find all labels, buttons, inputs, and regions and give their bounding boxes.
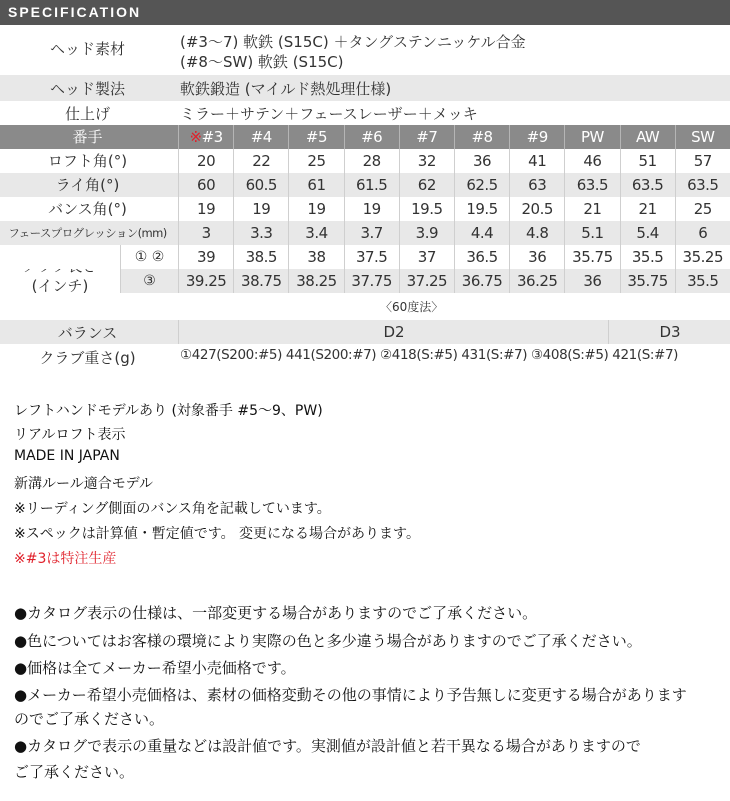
loft-cell: 32 — [399, 149, 454, 173]
note-left-hand: レフトハンドモデルあり (対象番手 #5〜9、PW) — [14, 403, 323, 419]
bounce-label: バンス角(°) — [48, 200, 127, 218]
loft-label: ロフト角(°) — [47, 152, 128, 170]
loft-cell: 20 — [178, 149, 233, 173]
number-cell: #5 — [288, 125, 343, 149]
note-bounce-angle: ※リーディング側面のバンス角を記載しています。 — [14, 501, 331, 517]
bullet-price: ●価格は全てメーカー希望小売価格です。 — [14, 659, 296, 677]
length-cell: 36.75 — [454, 269, 509, 293]
length-cell: 37 — [399, 245, 454, 269]
lie-cell: 62 — [399, 173, 454, 197]
face-progression-cell: 5.4 — [620, 221, 675, 245]
length-cell: 35.75 — [564, 245, 619, 269]
length-cell: 39.25 — [178, 269, 233, 293]
length-cell: 35.5 — [675, 269, 730, 293]
lie-cell: 60.5 — [233, 173, 288, 197]
head-method-row — [0, 75, 730, 101]
lie-cell: 63.5 — [620, 173, 675, 197]
head-material-row — [0, 25, 730, 75]
finish-label: 仕上げ — [64, 105, 110, 123]
loft-cell: 41 — [509, 149, 564, 173]
face-progression-cell: 4.4 — [454, 221, 509, 245]
bounce-cell: 19.5 — [399, 197, 454, 221]
loft-cell: 46 — [564, 149, 619, 173]
bounce-cell: 20.5 — [509, 197, 564, 221]
head-material-line2: (#8〜SW) 軟鉄 (S15C) — [180, 53, 344, 71]
number-cell: #9 — [509, 125, 564, 149]
balance-row — [0, 320, 730, 344]
length-cell: 36.5 — [454, 245, 509, 269]
length-cell: 35.75 — [620, 269, 675, 293]
length-cell: 36.25 — [509, 269, 564, 293]
bounce-row — [0, 197, 730, 221]
face-progression-cell: 3.9 — [399, 221, 454, 245]
length-cell: 37.5 — [344, 245, 399, 269]
weight-value: ①427(S200:#5) 441(S200:#7) ②418(S:#5) 431(S:#7) ③408(S:#5) 421(S:#7) — [180, 347, 679, 363]
face-progression-label: フェースプログレッション(mm) — [8, 226, 167, 240]
lie-cell: 61.5 — [344, 173, 399, 197]
loft-cell: 22 — [233, 149, 288, 173]
balance-d2: D2 — [178, 320, 609, 344]
length-cell: 36 — [509, 245, 564, 269]
length-marker-2: ③ — [120, 269, 178, 293]
length-row-1 — [0, 245, 730, 269]
face-progression-cell: 3.4 — [288, 221, 343, 245]
finish-value: ミラー＋サテン＋フェースレーザー＋メッキ — [180, 105, 478, 123]
bullet-price-change: ●メーカー希望小売価格は、素材の価格変動その他の事情により予告無しに変更する場合があります — [14, 686, 687, 704]
note-groove-rule: 新溝ルール適合モデル — [14, 476, 154, 492]
length-cell: 37.25 — [399, 269, 454, 293]
bounce-cell: 19 — [344, 197, 399, 221]
bullet-weight-cont: ご了承ください。 — [14, 763, 135, 781]
number-row — [0, 125, 730, 149]
loft-cell: 51 — [620, 149, 675, 173]
balance-d3: D3 — [608, 320, 730, 344]
length-cell: 38.75 — [233, 269, 288, 293]
loft-cell: 25 — [288, 149, 343, 173]
finish-row — [0, 101, 730, 125]
bullet-price-change-cont: のでご了承ください。 — [14, 710, 165, 728]
face-progression-row — [0, 221, 730, 245]
length-row-2 — [120, 269, 730, 293]
length-cell: 36 — [564, 269, 619, 293]
bullet-catalog-spec: ●カタログ表示の仕様は、一部変更する場合がありますのでご了承ください。 — [14, 604, 538, 622]
bounce-cell: 21 — [620, 197, 675, 221]
bounce-cell: 19 — [288, 197, 343, 221]
number-label: 番手 — [72, 128, 103, 146]
lie-cell: 60 — [178, 173, 233, 197]
bounce-cell: 19.5 — [454, 197, 509, 221]
bullet-weight: ●カタログで表示の重量などは設計値です。実測値が設計値と若干異なる場合がありますので — [14, 737, 641, 755]
length-cell: 37.75 — [344, 269, 399, 293]
length-marker-1: ① ② — [120, 245, 178, 269]
number-cell: #4 — [233, 125, 288, 149]
bounce-cell: 21 — [564, 197, 619, 221]
number-cell: AW — [620, 125, 675, 149]
lie-label: ライ角(°) — [55, 176, 120, 194]
number-cell: SW — [675, 125, 730, 149]
length-cell: 38.25 — [288, 269, 343, 293]
face-progression-cell: 3.3 — [233, 221, 288, 245]
bullet-color: ●色についてはお客様の環境により実際の色と多少違う場合がありますのでご了承ください。 — [14, 632, 642, 650]
note-special-order: ※#3は特注生産 — [14, 551, 117, 567]
specification-title: SPECIFICATION — [8, 4, 142, 20]
balance-label: バランス — [57, 324, 118, 342]
loft-cell: 28 — [344, 149, 399, 173]
number-cell: #6 — [344, 125, 399, 149]
loft-cell: 57 — [675, 149, 730, 173]
length-cell: 35.5 — [620, 245, 675, 269]
length-cell: 38.5 — [233, 245, 288, 269]
face-progression-cell: 4.8 — [509, 221, 564, 245]
lie-cell: 61 — [288, 173, 343, 197]
number-cell: #8 — [454, 125, 509, 149]
lie-cell: 63 — [509, 173, 564, 197]
loft-row — [0, 149, 730, 173]
lie-row — [0, 173, 730, 197]
specification-header — [0, 0, 730, 25]
face-progression-cell: 3 — [178, 221, 233, 245]
bounce-cell: 19 — [178, 197, 233, 221]
face-progression-cell: 3.7 — [344, 221, 399, 245]
lie-cell: 63.5 — [675, 173, 730, 197]
number-cell: PW — [564, 125, 619, 149]
head-material-label: ヘッド素材 — [49, 40, 125, 58]
special-order-mark: ※ — [189, 128, 202, 146]
number-cell: #7 — [399, 125, 454, 149]
length-cell: 38 — [288, 245, 343, 269]
head-material-line1: (#3〜7) 軟鉄 (S15C) ＋タングステンニッケル合金 — [180, 33, 526, 51]
head-method-value: 軟鉄鍛造 (マイルド熱処理仕様) — [180, 80, 392, 98]
lie-cell: 62.5 — [454, 173, 509, 197]
number-cells — [178, 125, 730, 149]
length-cell: 35.25 — [675, 245, 730, 269]
note-made-in-japan: MADE IN JAPAN — [14, 448, 120, 464]
loft-cell: 36 — [454, 149, 509, 173]
weight-row — [0, 344, 730, 368]
head-method-label: ヘッド製法 — [49, 80, 125, 98]
number-cell: ※#3 — [178, 125, 233, 149]
note-real-loft: リアルロフト表示 — [14, 427, 126, 443]
measurement-method-note: 〈60度法〉 — [380, 300, 444, 314]
weight-label: クラブ重さ(g) — [39, 349, 136, 367]
club-length-unit: (インチ) — [31, 277, 89, 295]
face-progression-cell: 5.1 — [564, 221, 619, 245]
length-cell: 39 — [178, 245, 233, 269]
note-spec-values: ※スペックは計算値・暫定値です。 変更になる場合があります。 — [14, 526, 420, 542]
face-progression-cell: 6 — [675, 221, 730, 245]
lie-cell: 63.5 — [564, 173, 619, 197]
bounce-cell: 25 — [675, 197, 730, 221]
bounce-cell: 19 — [233, 197, 288, 221]
